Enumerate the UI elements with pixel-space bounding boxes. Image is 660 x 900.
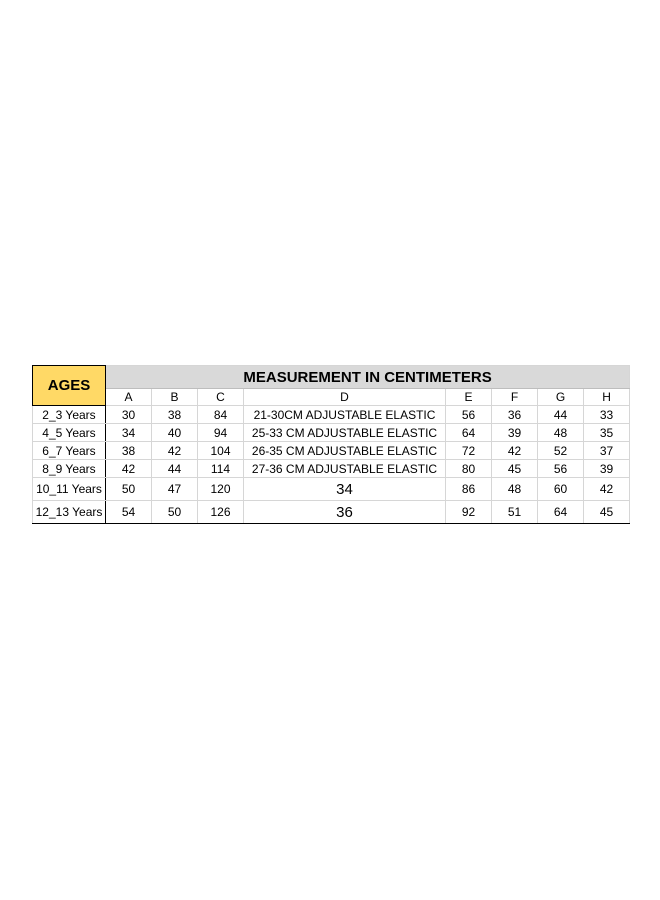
age-cell: 2_3 Years [33, 406, 106, 424]
cell-c: 84 [198, 406, 244, 424]
measurement-header: MEASUREMENT IN CENTIMETERS [106, 366, 630, 389]
cell-c: 114 [198, 460, 244, 478]
cell-h: 35 [584, 424, 630, 442]
table-row [33, 460, 630, 478]
cell-e: 86 [446, 478, 492, 501]
column-header-g: G [538, 389, 584, 406]
column-header-e: E [446, 389, 492, 406]
cell-d: 25-33 CM ADJUSTABLE ELASTIC [244, 424, 446, 442]
cell-e: 56 [446, 406, 492, 424]
cell-a: 30 [106, 406, 152, 424]
cell-d: 36 [244, 501, 446, 524]
cell-b: 50 [152, 501, 198, 524]
cell-d: 34 [244, 478, 446, 501]
age-cell: 4_5 Years [33, 424, 106, 442]
table-row [33, 424, 630, 442]
cell-g: 56 [538, 460, 584, 478]
cell-d: 27-36 CM ADJUSTABLE ELASTIC [244, 460, 446, 478]
cell-d: 21-30CM ADJUSTABLE ELASTIC [244, 406, 446, 424]
cell-h: 37 [584, 442, 630, 460]
cell-f: 39 [492, 424, 538, 442]
table-row [33, 406, 630, 424]
size-chart-table [32, 365, 630, 524]
cell-g: 64 [538, 501, 584, 524]
cell-b: 38 [152, 406, 198, 424]
column-header-d: D [244, 389, 446, 406]
cell-f: 45 [492, 460, 538, 478]
cell-g: 60 [538, 478, 584, 501]
cell-a: 42 [106, 460, 152, 478]
age-cell: 8_9 Years [33, 460, 106, 478]
age-cell: 12_13 Years [33, 501, 106, 524]
cell-e: 92 [446, 501, 492, 524]
cell-f: 51 [492, 501, 538, 524]
table-row [33, 442, 630, 460]
cell-b: 44 [152, 460, 198, 478]
column-header-f: F [492, 389, 538, 406]
header-row [33, 366, 630, 389]
cell-h: 45 [584, 501, 630, 524]
cell-c: 104 [198, 442, 244, 460]
cell-d: 26-35 CM ADJUSTABLE ELASTIC [244, 442, 446, 460]
cell-e: 80 [446, 460, 492, 478]
table-row [33, 478, 630, 501]
cell-a: 38 [106, 442, 152, 460]
cell-c: 126 [198, 501, 244, 524]
cell-b: 42 [152, 442, 198, 460]
cell-a: 34 [106, 424, 152, 442]
cell-g: 44 [538, 406, 584, 424]
column-header-row [33, 389, 630, 406]
cell-c: 94 [198, 424, 244, 442]
cell-h: 39 [584, 460, 630, 478]
cell-b: 40 [152, 424, 198, 442]
column-header-h: H [584, 389, 630, 406]
cell-f: 36 [492, 406, 538, 424]
cell-c: 120 [198, 478, 244, 501]
cell-a: 54 [106, 501, 152, 524]
age-cell: 6_7 Years [33, 442, 106, 460]
cell-e: 72 [446, 442, 492, 460]
cell-f: 48 [492, 478, 538, 501]
cell-h: 33 [584, 406, 630, 424]
cell-f: 42 [492, 442, 538, 460]
cell-a: 50 [106, 478, 152, 501]
column-header-c: C [198, 389, 244, 406]
cell-g: 48 [538, 424, 584, 442]
cell-e: 64 [446, 424, 492, 442]
age-cell: 10_11 Years [33, 478, 106, 501]
cell-b: 47 [152, 478, 198, 501]
table-row [33, 501, 630, 524]
column-header-b: B [152, 389, 198, 406]
column-header-a: A [106, 389, 152, 406]
cell-g: 52 [538, 442, 584, 460]
ages-header: AGES [33, 366, 106, 406]
cell-h: 42 [584, 478, 630, 501]
